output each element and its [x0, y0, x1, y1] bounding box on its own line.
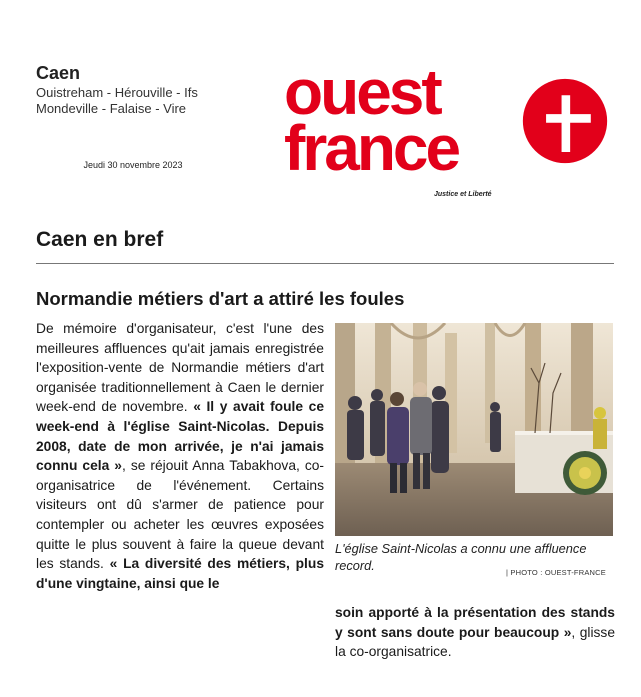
- article-column-left: [36, 319, 324, 593]
- edition-towns-line1: Ouistreham - Hérouville - Ifs: [36, 84, 198, 100]
- brand-word-ouest: ouest: [284, 56, 440, 128]
- edition-city: Caen: [36, 63, 81, 83]
- article-quote-2-end: soin apporté à la présentation des stands y sont sans doute pour beaucoup »: [335, 605, 615, 640]
- brand-wordmark: [284, 56, 459, 184]
- edition-block: [36, 62, 198, 117]
- photo-credit: | PHOTO : OUEST-FRANCE: [506, 568, 606, 577]
- masthead: [284, 56, 624, 204]
- section-title: Caen en bref: [36, 228, 164, 251]
- article-headline: Normandie métiers d'art a attiré les foules: [36, 288, 405, 309]
- section-divider: [36, 263, 614, 264]
- article-quote-1: « Il y avait foule ce week-end à l'église Saint-Nicolas. Depuis 2008, date de mon arrivée, je n'ai jamais connu cela »: [36, 399, 324, 474]
- photo-caption: L'église Saint-Nicolas a connu une affluence record.: [335, 541, 587, 573]
- article-column-right: [335, 603, 615, 662]
- article-paragraph-1: De mémoire d'organisateur, c'est l'une des meilleures affluences qu'ait jamais enregistrée l'exposition-vente de Normandie métiers d'art organisée traditionnellement à Caen le dernier week-end de novembre.: [36, 321, 324, 415]
- brand-logo-icon: [522, 78, 608, 164]
- brand-word-france: france: [284, 112, 459, 184]
- edition-towns-line2: Mondeville - Falaise - Vire: [36, 100, 187, 116]
- brand-motto: Justice et Liberté: [434, 191, 492, 198]
- article-ending: , glisse la co-organisatrice.: [335, 624, 615, 660]
- article-paragraph-2: , se réjouit Anna Tabakhova, co-organisatrice de l'événement. Certains visiteurs ont dû s'armer de patience pour contempler ou acheter les œuvres exposées quitte le plus souvent à faire la queue devant les stands.: [36, 458, 325, 572]
- issue-date: Jeudi 30 novembre 2023: [72, 160, 194, 171]
- article-photo: [335, 323, 613, 536]
- article-quote-2-start: « La diversité des métiers, plus d'une vingtaine, ainsi que le: [36, 556, 324, 591]
